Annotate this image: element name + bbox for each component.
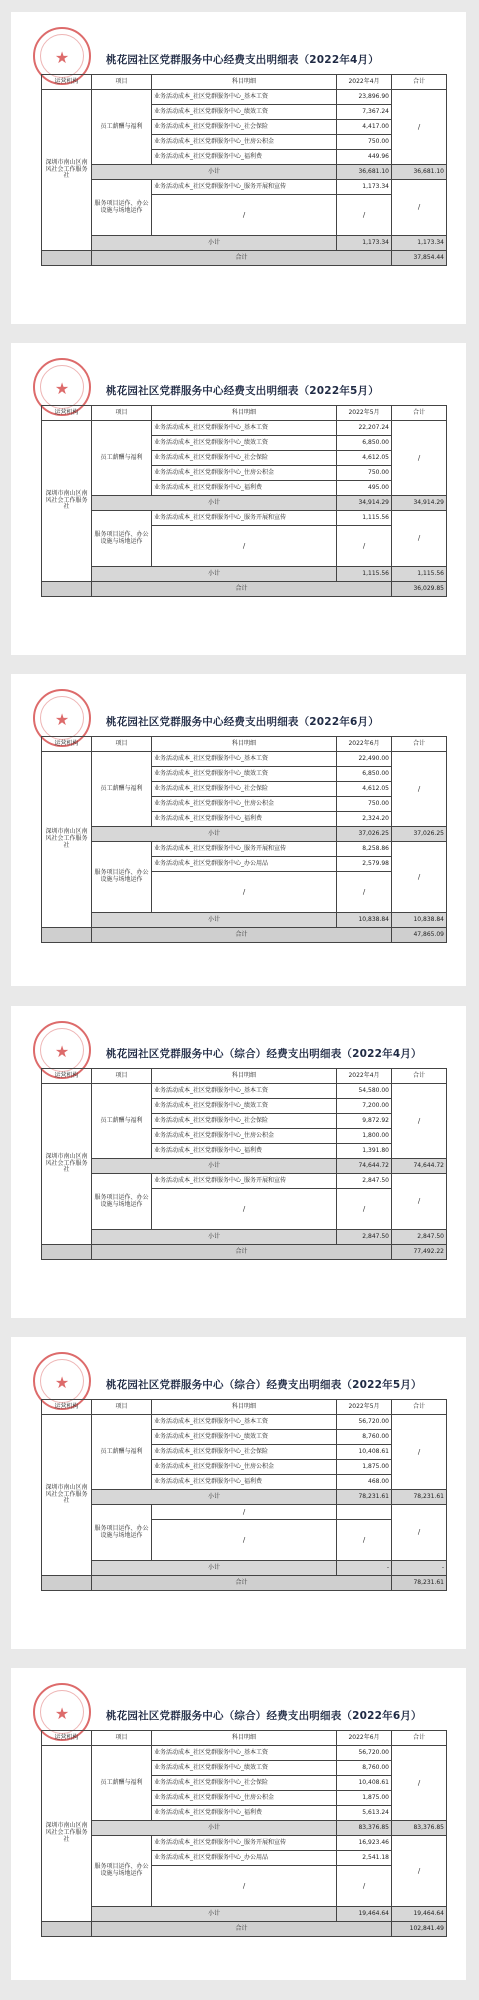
grand-total-amount: 78,231.61 [392, 1576, 447, 1591]
detail-cell: 业务活动成本_社区党群服务中心_住房公积金 [152, 466, 337, 481]
detail-cell: 业务活动成本_社区党群服务中心_服务开展和宣传 [152, 511, 337, 526]
amount-cell: 56,720.00 [337, 1746, 392, 1761]
grand-total-amount: 37,854.44 [392, 251, 447, 266]
subtotal-amount: 2,847.50 [337, 1230, 392, 1245]
subtotal-label: 小计 [92, 827, 337, 842]
amount-cell: 8,258.86 [337, 842, 392, 857]
slash-cell: / [392, 1084, 447, 1159]
header-item: 项目 [92, 1069, 152, 1084]
subtotal-label: 小计 [92, 913, 337, 928]
official-seal-icon: ★ [33, 358, 91, 416]
page-title: 桃花园社区党群服务中心（综合）经费支出明细表（2022年5月） [106, 1379, 422, 1391]
grand-total-amount: 36,029.85 [392, 582, 447, 597]
detail-cell: 业务活动成本_社区党群服务中心_绩效工资 [152, 436, 337, 451]
header-total: 合计 [392, 75, 447, 90]
amount-cell: 2,541.18 [337, 1851, 392, 1866]
amount-cell: 750.00 [337, 466, 392, 481]
slash-cell: / [392, 752, 447, 827]
subtotal-total: 34,914.29 [392, 496, 447, 511]
subtotal-total: 83,376.85 [392, 1821, 447, 1836]
amount-cell [337, 1505, 392, 1520]
category-salary: 员工薪酬与福利 [92, 752, 152, 827]
grand-total-amount: 77,492.22 [392, 1245, 447, 1260]
subtotal-total: 74,644.72 [392, 1159, 447, 1174]
category-ops: 服务项目运作、办公设施与场地运作 [92, 1836, 152, 1907]
amount-cell: 1,173.34 [337, 180, 392, 195]
slash-cell: / [152, 1866, 337, 1907]
amount-cell: 6,850.00 [337, 767, 392, 782]
subtotal-row [42, 236, 447, 251]
amount-cell: 22,490.00 [337, 752, 392, 767]
blank-cell [42, 582, 92, 597]
amount-cell: 10,408.61 [337, 1776, 392, 1791]
grand-total-row [42, 582, 447, 597]
page-title: 桃花园社区党群服务中心经费支出明细表（2022年4月） [106, 54, 379, 66]
statement-page [11, 343, 466, 655]
slash-cell: / [152, 1520, 337, 1561]
header-item: 项目 [92, 737, 152, 752]
detail-cell: 业务活动成本_社区党群服务中心_绩效工资 [152, 767, 337, 782]
header-total: 合计 [392, 406, 447, 421]
subtotal-amount: 36,681.10 [337, 165, 392, 180]
subtotal-total: 10,838.84 [392, 913, 447, 928]
header-total: 合计 [392, 1400, 447, 1415]
grand-total-amount: 102,841.49 [392, 1922, 447, 1937]
amount-cell: 5,613.24 [337, 1806, 392, 1821]
detail-cell: 业务活动成本_社区党群服务中心_社会保险 [152, 120, 337, 135]
blank-cell [42, 1922, 92, 1937]
detail-cell: 业务活动成本_社区党群服务中心_住房公积金 [152, 797, 337, 812]
detail-cell: 业务活动成本_社区党群服务中心_福利费 [152, 1475, 337, 1490]
table-row [42, 1505, 447, 1520]
table-header-row [42, 1400, 447, 1415]
org-name: 深圳市南山区南风社会工作服务社 [42, 90, 92, 251]
subtotal-label: 小计 [92, 1561, 337, 1576]
org-name: 深圳市南山区南风社会工作服务社 [42, 421, 92, 582]
header-detail: 科目明细 [152, 75, 337, 90]
slash-cell: / [392, 1415, 447, 1490]
subtotal-row [42, 1230, 447, 1245]
amount-cell: 750.00 [337, 797, 392, 812]
grand-total-row [42, 1922, 447, 1937]
amount-cell: 468.00 [337, 1475, 392, 1490]
category-ops: 服务项目运作、办公设施与场地运作 [92, 1505, 152, 1561]
slash-cell: / [152, 526, 337, 567]
table-header-row [42, 75, 447, 90]
detail-cell: 业务活动成本_社区党群服务中心_福利费 [152, 812, 337, 827]
official-seal-icon: ★ [33, 1352, 91, 1410]
table-header-row [42, 1731, 447, 1746]
subtotal-label: 小计 [92, 165, 337, 180]
header-item: 项目 [92, 1400, 152, 1415]
subtotal-label: 小计 [92, 1159, 337, 1174]
amount-cell: 16,923.46 [337, 1836, 392, 1851]
detail-cell: 业务活动成本_社区党群服务中心_服务开展和宣传 [152, 180, 337, 195]
expense-table [41, 1399, 447, 1591]
slash-cell: / [392, 180, 447, 236]
detail-cell: / [152, 1505, 337, 1520]
subtotal-total: 1,115.56 [392, 567, 447, 582]
table-row [42, 752, 447, 767]
detail-cell: 业务活动成本_社区党群服务中心_基本工资 [152, 421, 337, 436]
header-detail: 科目明细 [152, 1069, 337, 1084]
amount-cell: 4,612.05 [337, 451, 392, 466]
slash-cell: / [392, 1174, 447, 1230]
table-row [42, 1174, 447, 1189]
org-name: 深圳市南山区南风社会工作服务社 [42, 752, 92, 928]
slash-cell: / [392, 1836, 447, 1907]
amount-cell: 1,875.00 [337, 1791, 392, 1806]
detail-cell: 业务活动成本_社区党群服务中心_办公用品 [152, 1851, 337, 1866]
amount-cell: 8,760.00 [337, 1430, 392, 1445]
header-detail: 科目明细 [152, 737, 337, 752]
slash-cell: / [337, 526, 392, 567]
amount-cell: 449.96 [337, 150, 392, 165]
slash-cell: / [152, 195, 337, 236]
amount-cell: 1,391.80 [337, 1144, 392, 1159]
subtotal-amount: 34,914.29 [337, 496, 392, 511]
grand-total-label: 合计 [92, 1922, 392, 1937]
header-month: 2022年6月 [337, 1731, 392, 1746]
category-salary: 员工薪酬与福利 [92, 1415, 152, 1490]
header-org: 运营机构 [42, 1400, 92, 1415]
detail-cell: 业务活动成本_社区党群服务中心_住房公积金 [152, 1791, 337, 1806]
official-seal-icon: ★ [33, 1021, 91, 1079]
official-seal-icon: ★ [33, 1683, 91, 1741]
subtotal-amount: 1,173.34 [337, 236, 392, 251]
amount-cell: 4,417.00 [337, 120, 392, 135]
amount-cell: 22,207.24 [337, 421, 392, 436]
amount-cell: 2,324.20 [337, 812, 392, 827]
header-total: 合计 [392, 1069, 447, 1084]
detail-cell: 业务活动成本_社区党群服务中心_福利费 [152, 1806, 337, 1821]
header-detail: 科目明细 [152, 1731, 337, 1746]
statement-page [11, 1006, 466, 1318]
table-row [42, 1836, 447, 1851]
header-org: 运营机构 [42, 406, 92, 421]
subtotal-amount: 10,838.84 [337, 913, 392, 928]
detail-cell: 业务活动成本_社区党群服务中心_社会保险 [152, 451, 337, 466]
header-month: 2022年5月 [337, 1400, 392, 1415]
blank-cell [42, 251, 92, 266]
header-month: 2022年6月 [337, 737, 392, 752]
amount-cell: 6,850.00 [337, 436, 392, 451]
detail-cell: 业务活动成本_社区党群服务中心_绩效工资 [152, 1430, 337, 1445]
table-row [42, 1084, 447, 1099]
table-row [42, 90, 447, 105]
expense-table [41, 74, 447, 266]
detail-cell: 业务活动成本_社区党群服务中心_办公用品 [152, 857, 337, 872]
table-row [42, 842, 447, 857]
subtotal-label: 小计 [92, 567, 337, 582]
statement-page [11, 1668, 466, 1980]
header-month: 2022年4月 [337, 75, 392, 90]
statement-page [11, 12, 466, 324]
header-month: 2022年5月 [337, 406, 392, 421]
slash-cell: / [337, 1189, 392, 1230]
header-detail: 科目明细 [152, 1400, 337, 1415]
amount-cell: 7,200.00 [337, 1099, 392, 1114]
detail-cell: 业务活动成本_社区党群服务中心_服务开展和宣传 [152, 1174, 337, 1189]
category-salary: 员工薪酬与福利 [92, 421, 152, 496]
detail-cell: 业务活动成本_社区党群服务中心_服务开展和宣传 [152, 1836, 337, 1851]
amount-cell: 9,872.92 [337, 1114, 392, 1129]
subtotal-row [42, 1561, 447, 1576]
subtotal-row [42, 496, 447, 511]
subtotal-amount: 74,644.72 [337, 1159, 392, 1174]
subtotal-total: 1,173.34 [392, 236, 447, 251]
detail-cell: 业务活动成本_社区党群服务中心_基本工资 [152, 90, 337, 105]
page-title: 桃花园社区党群服务中心经费支出明细表（2022年5月） [106, 385, 379, 397]
table-row [42, 1746, 447, 1761]
detail-cell: 业务活动成本_社区党群服务中心_住房公积金 [152, 1129, 337, 1144]
table-row [42, 1415, 447, 1430]
subtotal-total: 19,464.64 [392, 1907, 447, 1922]
category-salary: 员工薪酬与福利 [92, 1084, 152, 1159]
grand-total-label: 合计 [92, 1245, 392, 1260]
subtotal-label: 小计 [92, 1230, 337, 1245]
subtotal-row [42, 567, 447, 582]
header-org: 运营机构 [42, 75, 92, 90]
subtotal-total: - [392, 1561, 447, 1576]
blank-cell [42, 1576, 92, 1591]
slash-cell: / [337, 1520, 392, 1561]
expense-table [41, 1730, 447, 1937]
grand-total-label: 合计 [92, 1576, 392, 1591]
detail-cell: 业务活动成本_社区党群服务中心_社会保险 [152, 1114, 337, 1129]
detail-cell: 业务活动成本_社区党群服务中心_社会保险 [152, 1776, 337, 1791]
amount-cell: 2,847.50 [337, 1174, 392, 1189]
statement-page [11, 674, 466, 986]
table-header-row [42, 406, 447, 421]
slash-cell: / [152, 1189, 337, 1230]
amount-cell: 10,408.61 [337, 1445, 392, 1460]
detail-cell: 业务活动成本_社区党群服务中心_福利费 [152, 481, 337, 496]
subtotal-label: 小计 [92, 1907, 337, 1922]
amount-cell: 54,580.00 [337, 1084, 392, 1099]
subtotal-amount: 78,231.61 [337, 1490, 392, 1505]
table-row [42, 511, 447, 526]
subtotal-amount: 37,026.25 [337, 827, 392, 842]
subtotal-label: 小计 [92, 496, 337, 511]
category-salary: 员工薪酬与福利 [92, 1746, 152, 1821]
amount-cell: 23,896.90 [337, 90, 392, 105]
subtotal-row [42, 1821, 447, 1836]
page-title: 桃花园社区党群服务中心（综合）经费支出明细表（2022年4月） [106, 1048, 422, 1060]
detail-cell: 业务活动成本_社区党群服务中心_基本工资 [152, 1415, 337, 1430]
amount-cell: 56,720.00 [337, 1415, 392, 1430]
detail-cell: 业务活动成本_社区党群服务中心_服务开展和宣传 [152, 842, 337, 857]
amount-cell: 1,115.56 [337, 511, 392, 526]
subtotal-row [42, 165, 447, 180]
detail-cell: 业务活动成本_社区党群服务中心_绩效工资 [152, 1099, 337, 1114]
slash-cell: / [392, 842, 447, 913]
slash-cell: / [392, 511, 447, 567]
org-name: 深圳市南山区南风社会工作服务社 [42, 1415, 92, 1576]
subtotal-total: 37,026.25 [392, 827, 447, 842]
header-total: 合计 [392, 737, 447, 752]
amount-cell: 750.00 [337, 135, 392, 150]
page-title: 桃花园社区党群服务中心（综合）经费支出明细表（2022年6月） [106, 1710, 422, 1722]
subtotal-amount: - [337, 1561, 392, 1576]
slash-cell: / [392, 90, 447, 165]
expense-table [41, 736, 447, 943]
category-ops: 服务项目运作、办公设施与场地运作 [92, 180, 152, 236]
detail-cell: 业务活动成本_社区党群服务中心_住房公积金 [152, 135, 337, 150]
amount-cell: 8,760.00 [337, 1761, 392, 1776]
amount-cell: 2,579.98 [337, 857, 392, 872]
header-org: 运营机构 [42, 1069, 92, 1084]
detail-cell: 业务活动成本_社区党群服务中心_福利费 [152, 150, 337, 165]
slash-cell: / [392, 1505, 447, 1561]
header-total: 合计 [392, 1731, 447, 1746]
grand-total-label: 合计 [92, 251, 392, 266]
detail-cell: 业务活动成本_社区党群服务中心_绩效工资 [152, 1761, 337, 1776]
category-ops: 服务项目运作、办公设施与场地运作 [92, 842, 152, 913]
header-item: 项目 [92, 75, 152, 90]
slash-cell: / [392, 421, 447, 496]
category-ops: 服务项目运作、办公设施与场地运作 [92, 511, 152, 567]
grand-total-row [42, 1245, 447, 1260]
detail-cell: 业务活动成本_社区党群服务中心_基本工资 [152, 752, 337, 767]
table-row [42, 180, 447, 195]
subtotal-total: 36,681.10 [392, 165, 447, 180]
header-org: 运营机构 [42, 737, 92, 752]
detail-cell: 业务活动成本_社区党群服务中心_社会保险 [152, 782, 337, 797]
grand-total-row [42, 1576, 447, 1591]
page-title: 桃花园社区党群服务中心经费支出明细表（2022年6月） [106, 716, 379, 728]
grand-total-label: 合计 [92, 928, 392, 943]
header-item: 项目 [92, 406, 152, 421]
subtotal-row [42, 1159, 447, 1174]
subtotal-label: 小计 [92, 1490, 337, 1505]
subtotal-row [42, 827, 447, 842]
subtotal-row [42, 1907, 447, 1922]
slash-cell: / [392, 1746, 447, 1821]
header-item: 项目 [92, 1731, 152, 1746]
grand-total-amount: 47,865.09 [392, 928, 447, 943]
table-header-row [42, 737, 447, 752]
official-seal-icon: ★ [33, 689, 91, 747]
slash-cell: / [337, 195, 392, 236]
category-ops: 服务项目运作、办公设施与场地运作 [92, 1174, 152, 1230]
subtotal-total: 2,847.50 [392, 1230, 447, 1245]
subtotal-amount: 83,376.85 [337, 1821, 392, 1836]
header-detail: 科目明细 [152, 406, 337, 421]
subtotal-amount: 1,115.56 [337, 567, 392, 582]
slash-cell: / [337, 872, 392, 913]
detail-cell: 业务活动成本_社区党群服务中心_社会保险 [152, 1445, 337, 1460]
header-month: 2022年4月 [337, 1069, 392, 1084]
table-row [42, 421, 447, 436]
amount-cell: 4,612.05 [337, 782, 392, 797]
detail-cell: 业务活动成本_社区党群服务中心_基本工资 [152, 1084, 337, 1099]
subtotal-label: 小计 [92, 236, 337, 251]
statement-page [11, 1337, 466, 1649]
blank-cell [42, 928, 92, 943]
blank-cell [42, 1245, 92, 1260]
category-salary: 员工薪酬与福利 [92, 90, 152, 165]
expense-table [41, 405, 447, 597]
header-org: 运营机构 [42, 1731, 92, 1746]
detail-cell: 业务活动成本_社区党群服务中心_住房公积金 [152, 1460, 337, 1475]
slash-cell: / [337, 1866, 392, 1907]
amount-cell: 495.00 [337, 481, 392, 496]
slash-cell: / [152, 872, 337, 913]
subtotal-amount: 19,464.64 [337, 1907, 392, 1922]
subtotal-label: 小计 [92, 1821, 337, 1836]
detail-cell: 业务活动成本_社区党群服务中心_基本工资 [152, 1746, 337, 1761]
subtotal-row [42, 1490, 447, 1505]
grand-total-label: 合计 [92, 582, 392, 597]
amount-cell: 1,800.00 [337, 1129, 392, 1144]
official-seal-icon: ★ [33, 27, 91, 85]
table-header-row [42, 1069, 447, 1084]
subtotal-row [42, 913, 447, 928]
org-name: 深圳市南山区南风社会工作服务社 [42, 1084, 92, 1245]
detail-cell: 业务活动成本_社区党群服务中心_福利费 [152, 1144, 337, 1159]
subtotal-total: 78,231.61 [392, 1490, 447, 1505]
detail-cell: 业务活动成本_社区党群服务中心_绩效工资 [152, 105, 337, 120]
org-name: 深圳市南山区南风社会工作服务社 [42, 1746, 92, 1922]
amount-cell: 1,875.00 [337, 1460, 392, 1475]
expense-table [41, 1068, 447, 1260]
grand-total-row [42, 928, 447, 943]
amount-cell: 7,367.24 [337, 105, 392, 120]
grand-total-row [42, 251, 447, 266]
